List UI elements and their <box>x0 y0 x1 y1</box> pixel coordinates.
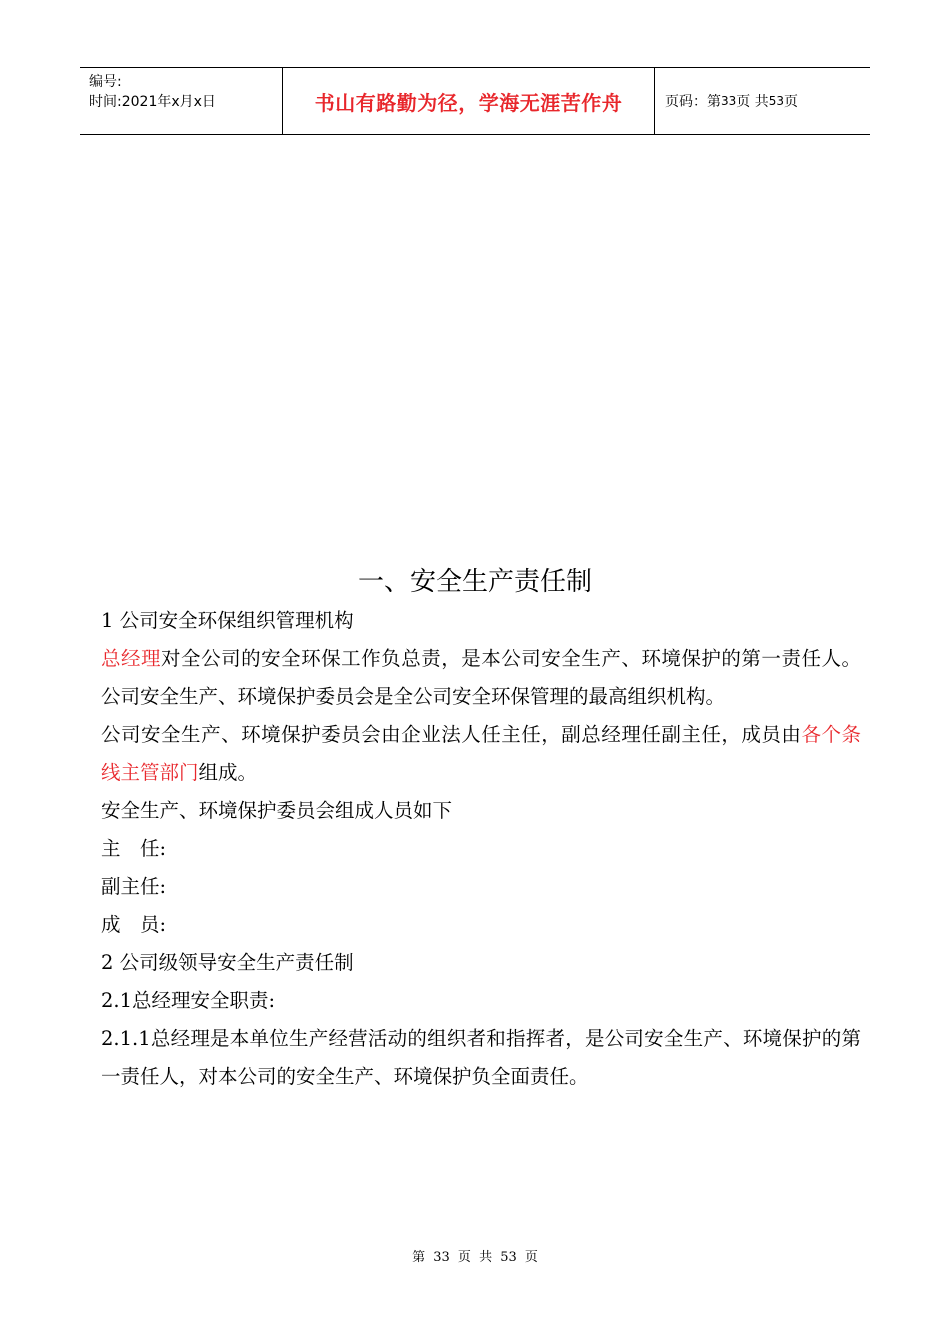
number-label: 编号: <box>89 74 122 90</box>
section-2-heading: 2 公司级领导安全生产责任制 <box>101 951 354 974</box>
time-line <box>89 92 282 112</box>
paragraph-1-text: 对全公司的安全环保工作负总责，是本公司安全生产、环境保护的第一责任人。公司安全生产、环境保护委员会是全公司安全环保管理的最高组织机构。 <box>101 647 861 708</box>
header-page-info <box>655 68 870 134</box>
page-total: 53 <box>768 94 785 108</box>
header-meta <box>80 68 283 134</box>
page-current: 33 <box>721 94 737 108</box>
page-mid: 页 共 <box>736 94 769 110</box>
deputy-label: 副主任: <box>101 875 167 898</box>
highlight-departments: 各个条线主管部门 <box>101 723 861 784</box>
time-value: 2021年x月x日 <box>121 94 216 110</box>
highlight-general-manager: 总经理 <box>101 647 162 670</box>
section-2-1-heading: 2.1总经理安全职责: <box>101 989 276 1012</box>
page-end: 页 <box>784 94 799 110</box>
header-motto: 书山有路勤为径，学海无涯苦作舟 <box>283 68 655 134</box>
paragraph-2-text-b: 组成。 <box>198 761 258 784</box>
time-label: 时间: <box>89 94 122 110</box>
page-label: 页码：第 <box>665 94 721 110</box>
document-title: 一、安全生产责任制 <box>357 567 592 597</box>
page-footer: 第 33 页 共 53 页 <box>412 1250 538 1265</box>
paragraph-2-text-a: 公司安全生产、环境保护委员会由企业法人任主任，副总经理任副主任，成员由 <box>101 723 802 746</box>
paragraph-1 <box>101 640 861 716</box>
section-2-1-1: 2.1.1总经理是本单位生产经营活动的组织者和指挥者，是公司安全生产、环境保护的第一责任人，对本公司的安全生产、环境保护负全面责任。 <box>101 1027 861 1088</box>
section-1-heading: 1 公司安全环保组织管理机构 <box>101 609 354 632</box>
paragraph-3: 安全生产、环境保护委员会组成人员如下 <box>101 799 453 822</box>
paragraph-2 <box>101 716 861 792</box>
page-header <box>80 67 870 135</box>
document-body <box>101 602 861 1096</box>
director-label: 主 任: <box>101 837 167 860</box>
member-label: 成 员: <box>101 913 167 936</box>
